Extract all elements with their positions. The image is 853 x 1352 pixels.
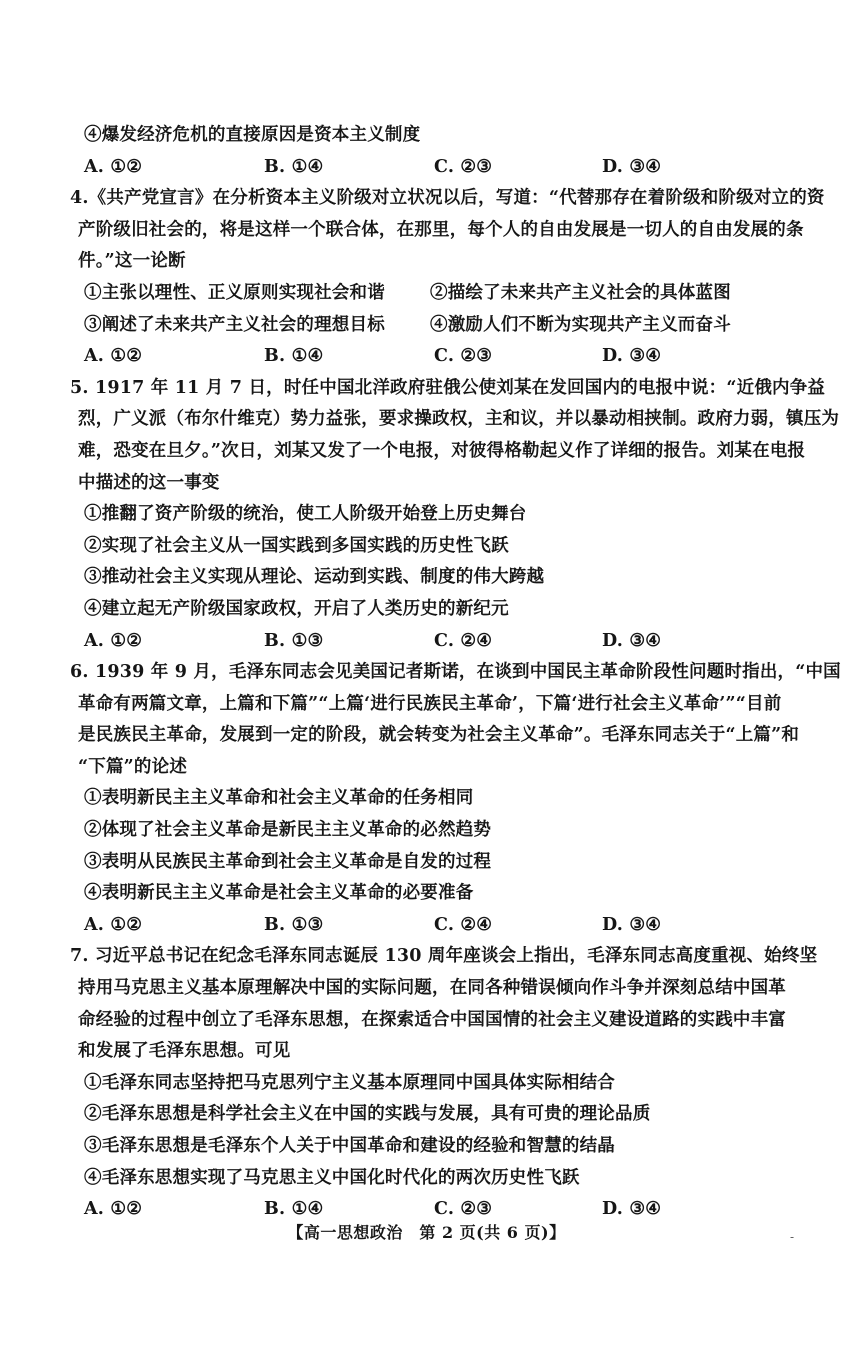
- question-stem-line: 件。”这一论断: [78, 251, 186, 272]
- option-b[interactable]: B. ①④: [264, 1199, 324, 1220]
- option-d[interactable]: D. ③④: [602, 156, 662, 177]
- question-stem-line: 4.《共产党宣言》在分析资本主义阶级对立状况以后，写道：“代替那存在着阶级和阶级对立的资: [70, 188, 825, 209]
- question-stem-line: 命经验的过程中创立了毛泽东思想，在探索适合中国国情的社会主义建设道路的实践中丰富: [78, 1009, 786, 1030]
- option-c[interactable]: C. ②③: [434, 1199, 493, 1220]
- option-d[interactable]: D. ③④: [602, 1199, 662, 1220]
- question-stem-line: 持用马克思主义基本原理解决中国的实际问题，在同各种错误倾向作斗争并深刻总结中国革: [78, 978, 786, 999]
- option-a[interactable]: A. ①②: [84, 346, 143, 367]
- question-stem-line: 烈，广义派（布尔什维克）势力益张，要求操政权，主和议，并以暴动相挟制。政府力弱，镇压为: [78, 409, 840, 430]
- question-stem-line: 是民族民主革命，发展到一定的阶段，就会转变为社会主义革命”。毛泽东同志关于“上篇”和: [78, 725, 800, 746]
- statement-item: ①表明新民主主义革命和社会主义革命的任务相同: [84, 788, 474, 809]
- question-3-tail: [78, 120, 800, 183]
- option-b[interactable]: B. ①④: [264, 156, 324, 177]
- option-c[interactable]: C. ②④: [434, 914, 493, 935]
- answer-options: [78, 152, 800, 184]
- corner-mark: -: [790, 1230, 795, 1244]
- answer-options: [78, 341, 800, 373]
- statement-row: [78, 310, 800, 342]
- statement-item: ①推翻了资产阶级的统治，使工人阶级开始登上历史舞台: [84, 504, 527, 525]
- option-b[interactable]: B. ①③: [264, 630, 324, 651]
- question-stem-line: 革命有两篇文章，上篇和下篇”“上篇‘进行民族民主革命’，下篇‘进行社会主义革命’”“目前: [78, 693, 782, 714]
- statement-item: ②描绘了未来共产主义社会的具体蓝图: [430, 282, 731, 303]
- statement-item: ③阐述了未来共产主义社会的理想目标: [84, 314, 385, 335]
- option-a[interactable]: A. ①②: [84, 914, 143, 935]
- question-stem-line: 5. 1917 年 11 月 7 日，时任中国北洋政府驻俄公使刘某在发回国内的电报中说：“近俄内争益: [70, 377, 826, 398]
- question-7: [70, 941, 818, 1225]
- statement-item: ①主张以理性、正义原则实现社会和谐: [84, 282, 385, 303]
- option-c[interactable]: C. ②③: [434, 346, 493, 367]
- statement-item: ④激励人们不断为实现共产主义而奋斗: [430, 314, 731, 335]
- option-c[interactable]: C. ②④: [434, 630, 493, 651]
- statement-item: ③毛泽东思想是毛泽东个人关于中国革命和建设的经验和智慧的结晶: [84, 1136, 615, 1156]
- question-6: [70, 657, 841, 941]
- option-d[interactable]: D. ③④: [602, 630, 662, 651]
- option-b[interactable]: B. ①④: [264, 346, 324, 367]
- option-d[interactable]: D. ③④: [602, 346, 662, 367]
- question-stem-line: 6. 1939 年 9 月，毛泽东同志会见美国记者斯诺，在谈到中国民主革命阶段性问题时指出，“中国: [70, 662, 841, 683]
- page-content: [70, 120, 841, 1226]
- option-b[interactable]: B. ①③: [264, 914, 324, 935]
- statement-item: ②毛泽东思想是科学社会主义在中国的实践与发展，具有可贵的理论品质: [84, 1104, 651, 1125]
- statement-item: ①毛泽东同志坚持把马克思列宁主义基本原理同中国具体实际相结合: [84, 1072, 615, 1093]
- question-stem-line: 中描述的这一事变: [78, 472, 220, 493]
- question-5: [70, 373, 840, 657]
- option-a[interactable]: A. ①②: [84, 1199, 143, 1220]
- question-4: [70, 183, 825, 373]
- statement-item: ④爆发经济危机的直接原因是资本主义制度: [84, 125, 421, 145]
- option-c[interactable]: C. ②③: [434, 156, 493, 177]
- question-stem-line: 和发展了毛泽东思想。可见: [78, 1041, 291, 1062]
- statement-item: ④毛泽东思想实现了马克思主义中国化时代化的两次历史性飞跃: [84, 1167, 580, 1188]
- question-stem-line: 7. 习近平总书记在纪念毛泽东同志诞辰 130 周年座谈会上指出，毛泽东同志高度重视、始终坚: [70, 946, 818, 967]
- statement-item: ③表明从民族民主革命到社会主义革命是自发的过程: [84, 851, 492, 872]
- statement-item: ④表明新民主主义革命是社会主义革命的必要准备: [84, 883, 474, 904]
- page-footer: 【高一思想政治 第 2 页(共 6 页)】: [287, 1223, 566, 1242]
- option-a[interactable]: A. ①②: [84, 630, 143, 651]
- statement-item: ③推动社会主义实现从理论、运动到实践、制度的伟大跨越: [84, 567, 545, 588]
- answer-options: [78, 910, 800, 942]
- option-a[interactable]: A. ①②: [84, 156, 143, 177]
- option-d[interactable]: D. ③④: [602, 914, 662, 935]
- question-stem-line: “下篇”的论述: [78, 756, 188, 777]
- question-stem-line: 产阶级旧社会的，将是这样一个联合体，在那里，每个人的自由发展是一切人的自由发展的条: [78, 219, 804, 240]
- statement-item: ②体现了社会主义革命是新民主主义革命的必然趋势: [84, 820, 492, 841]
- question-stem-line: 难，恐变在旦夕。”次日，刘某又发了一个电报，对彼得格勒起义作了详细的报告。刘某在电报: [78, 440, 806, 461]
- statement-item: ②实现了社会主义从一国实践到多国实践的历史性飞跃: [84, 535, 509, 556]
- answer-options: [78, 626, 800, 658]
- statement-row: [78, 278, 800, 310]
- statement-item: ④建立起无产阶级国家政权，开启了人类历史的新纪元: [84, 598, 509, 619]
